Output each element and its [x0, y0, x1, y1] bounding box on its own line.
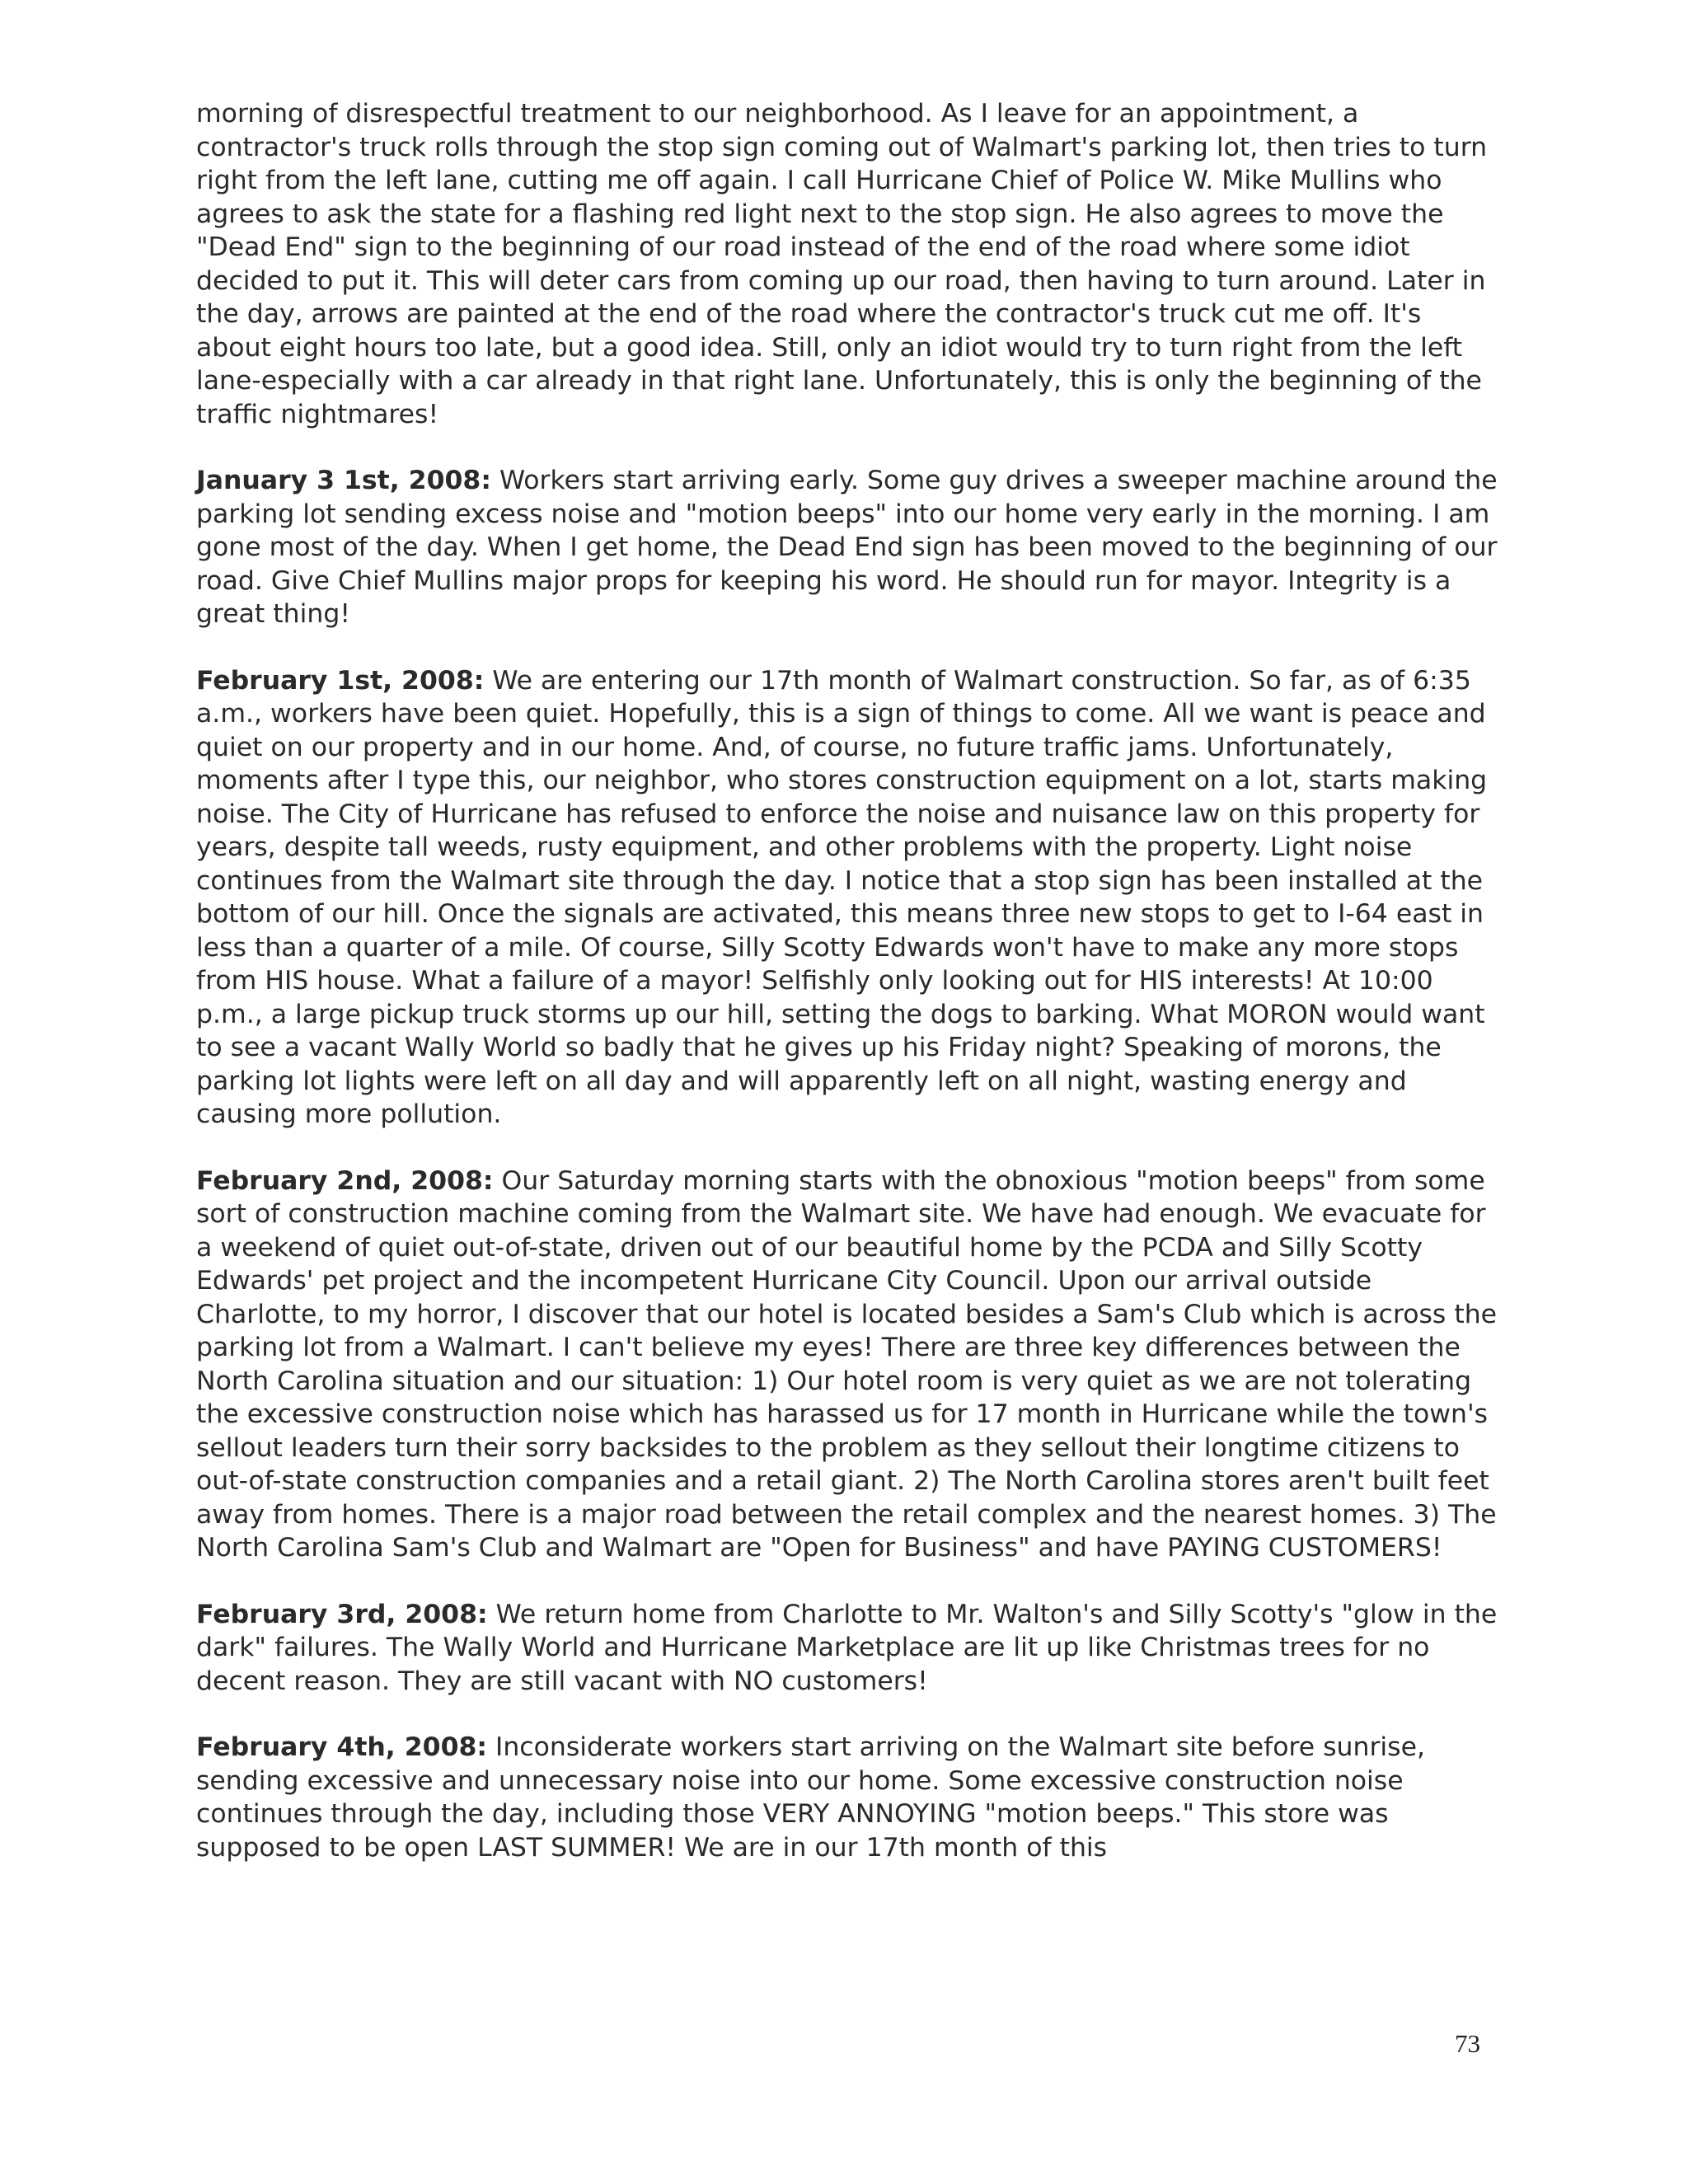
entry-jan-31 — [196, 464, 1498, 631]
entry-date: February 2nd, 2008: — [196, 1165, 494, 1196]
entry-feb-03 — [196, 1598, 1498, 1699]
entry-feb-04 — [196, 1731, 1498, 1864]
document-body — [196, 97, 1498, 1897]
entry-feb-02 — [196, 1165, 1498, 1565]
entry-date: February 4th, 2008: — [196, 1732, 488, 1762]
page-number: 73 — [1455, 2029, 1480, 2058]
entry-text: Inconsiderate workers start arriving on the Walmart site before sunrise, sending excessive and unnecessary noise into our home. Some excessive construction noise continues through the day, including those VERY ANNOYING "motion beeps." This store was supposed to be open LAST SUMMER! We are in our 17th month of this — [196, 1732, 1425, 1863]
entry-text: Workers start arriving early. Some guy drives a sweeper machine around the parking lot sending excess noise and "motion beeps" into our home very early in the morning. I am gone most of the day. When I get home, the Dead End sign has been moved to the beginning of our road. Give Chief Mullins major props for keeping his word. He should run for mayor. Integrity is a great thing! — [196, 466, 1498, 629]
entry-text: Our Saturday morning starts with the obnoxious "motion beeps" from some sort of construction machine coming from the Walmart site. We have had enough. We evacuate for a weekend of quiet out-of-state, driven out of our beautiful home by the PCDA and Silly Scotty Edwards' pet project and the incompetent Hurricane City Council. Upon our arrival outside Charlotte, to my horror, I discover that our hotel is located besides a Sam's Club which is across the parking lot from a Walmart. I can't believe my eyes! There are three key differences between the North Carolina situation and our situation: 1) Our hotel room is very quiet as we are not tolerating the excessive construction noise which has harassed us for 17 month in Hurricane while the town's sellout leaders turn their sorry backsides to the problem as they sellout their longtime citizens to out-of-state construction companies and a retail giant. 2) The North Carolina stores aren't built feet away from homes. There is a major road between the retail complex and the nearest homes. 3) The North Carolina Sam's Club and Walmart are "Open for Business" and have PAYING CUSTOMERS! — [196, 1165, 1498, 1563]
entry-text: We return home from Charlotte to Mr. Walton's and Silly Scotty's "glow in the dark" failures. The Wally World and Hurricane Marketplace are lit up like Christmas trees for no decent reason. They are still vacant with NO customers! — [196, 1599, 1498, 1696]
entry-date: February 3rd, 2008: — [196, 1599, 488, 1629]
intro-paragraph: morning of disrespectful treatment to our neighborhood. As I leave for an appointment, a contractor's truck rolls through the stop sign coming out of Walmart's parking lot, then tries to turn right from the left lane, cutting me off again. I call Hurricane Chief of Police W. Mike Mullins who agrees to ask the state for a flashing red light next to the stop sign. He also agrees to move the "Dead End" sign to the beginning of our road instead of the end of the road where some idiot decided to put it. This will deter cars from coming up our road, then having to turn around. Later in the day, arrows are painted at the end of the road where the contractor's truck cut me off. It's about eight hours too late, but a good idea. Still, only an idiot would try to turn right from the left lane-especially with a car already in that right lane. Unfortunately, this is only the beginning of the traffic nightmares! — [196, 99, 1488, 429]
entry-text: We are entering our 17th month of Walmart construction. So far, as of 6:35 a.m., workers have been quiet. Hopefully, this is a sign of things to come. All we want is peace and quiet on our property and in our home. And, of course, no future traffic jams. Unfortunately, moments after I type this, our neighbor, who stores construction equipment on a lot, starts making noise. The City of Hurricane has refused to enforce the noise and nuisance law on this property for years, despite tall weeds, rusty equipment, and other problems with the property. Light noise continues from the Walmart site through the day. I notice that a stop sign has been installed at the bottom of our hill. Once the signals are activated, this means three new stops to get to I-64 east in less than a quarter of a mile. Of course, Silly Scotty Edwards won't have to make any more stops from HIS house. What a failure of a mayor! Selfishly only looking out for HIS interests! At 10:00 p.m., a large pickup truck storms up our hill, setting the dogs to barking. What MORON would want to see a vacant Wally World so badly that he gives up his Friday night? Speaking of morons, the parking lot lights were left on all day and will apparently left on all night, wasting energy and causing more pollution. — [196, 665, 1488, 1129]
entry-date: February 1st, 2008: — [196, 665, 485, 696]
entry-date: January 3 1st, 2008: — [196, 466, 491, 495]
entry-feb-01 — [196, 664, 1498, 1132]
